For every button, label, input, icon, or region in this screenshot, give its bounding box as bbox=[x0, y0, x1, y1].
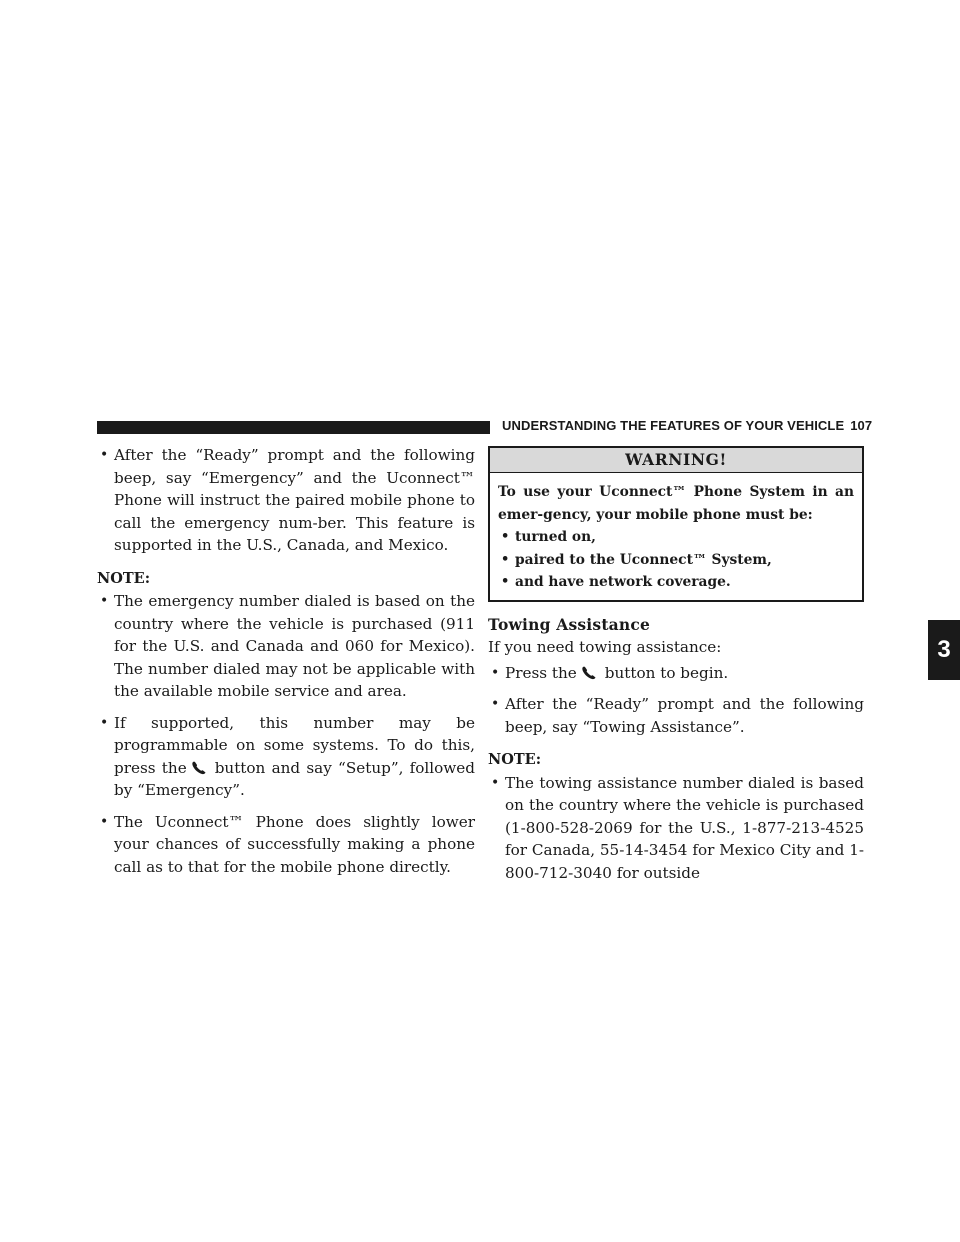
warning-intro: To use your Uconnect™ Phone System in an emer-gency, your mobile phone must be: bbox=[498, 484, 854, 523]
chapter-tab: 3 bbox=[928, 620, 960, 680]
note-label: NOTE: bbox=[97, 569, 151, 587]
phone-icon bbox=[191, 761, 209, 775]
towing-intro: If you need towing assistance: bbox=[488, 638, 722, 656]
warning-title: WARNING! bbox=[490, 448, 862, 473]
warning-body bbox=[490, 473, 862, 600]
emergency-bullet: • After the “Ready” prompt and the following beep, say “Emergency” and the Uconnect™ Phone will instruct the paired mobile phone to call the emergency num-ber. This feature is supported in the U.S., Canada, and Mexico. bbox=[97, 444, 475, 557]
running-header bbox=[502, 418, 873, 433]
note-bullet-lower-chances: • The Uconnect™ Phone does slightly lower your chances of successfully making a phone call as to that for the mobile phone directly. bbox=[97, 811, 475, 879]
note-bullet-programmable bbox=[97, 712, 475, 802]
left-column bbox=[97, 444, 475, 878]
warning-box bbox=[488, 446, 864, 602]
warning-item: • and have network coverage. bbox=[498, 571, 854, 594]
header-rule bbox=[97, 421, 490, 434]
note-bullet-emergency-number: • The emergency number dialed is based on the country where the vehicle is purchased (911 for the U.S. and Canada and 060 for Mexico). The number dialed may not be applicable with the available mobile service and area. bbox=[97, 590, 475, 703]
note-bullet-towing-number: • The towing assistance number dialed is based on the country where the vehicle is purchased (1-800-528-2069 for the U.S., 1-877-213-4525 for Canada, 55-14-3454 for Mexico City and 1-800-712-3040 for outside bbox=[488, 772, 864, 885]
note-bullet-text-a: If supported, this number may be programmable on some systems. To do this, press the bbox=[114, 713, 475, 777]
phone-icon bbox=[581, 666, 599, 680]
warning-item: • turned on, bbox=[498, 526, 854, 549]
towing-bullet-press bbox=[488, 662, 864, 685]
page-number: 107 bbox=[850, 418, 873, 433]
towing-bullet-text-a: Press the bbox=[505, 663, 577, 682]
note-label: NOTE: bbox=[488, 751, 542, 768]
towing-bullet-ready: • After the “Ready” prompt and the following beep, say “Towing Assistance”. bbox=[488, 693, 864, 738]
header-title: UNDERSTANDING THE FEATURES OF YOUR VEHICLE bbox=[502, 418, 845, 433]
note-bullet-text-b: button and say “Setup”, followed by “Emergency”. bbox=[114, 758, 475, 799]
warning-item: • paired to the Uconnect™ System, bbox=[498, 549, 854, 572]
section-heading: Towing Assistance bbox=[488, 614, 651, 634]
right-column bbox=[488, 444, 864, 884]
towing-bullet-text-b: button to begin. bbox=[604, 663, 729, 682]
